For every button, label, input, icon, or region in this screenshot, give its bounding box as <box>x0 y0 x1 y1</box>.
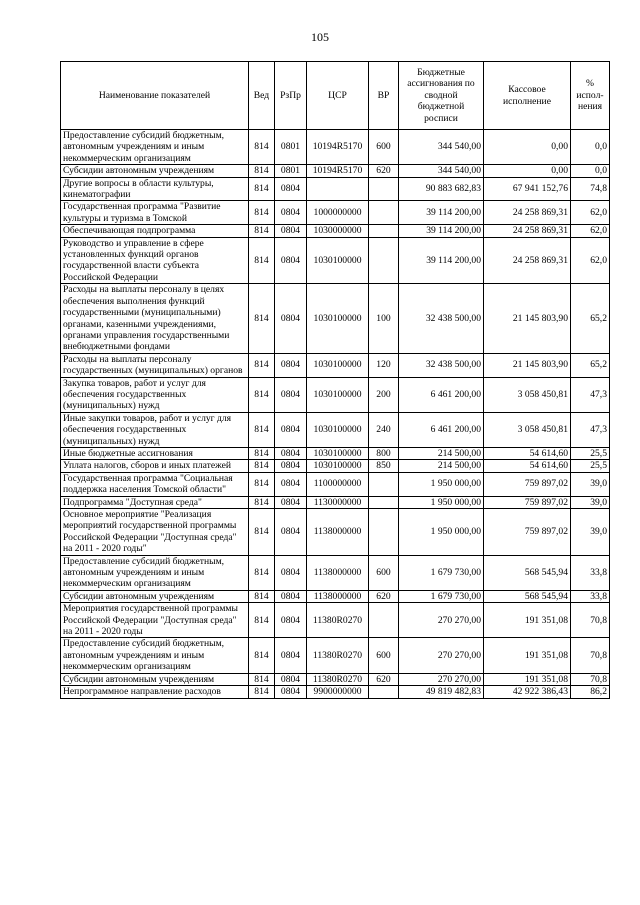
cell-csr: 1030100000 <box>307 377 369 412</box>
table-row <box>61 496 610 508</box>
cell-csr: 1100000000 <box>307 472 369 496</box>
cell-cash: 3 058 450,81 <box>484 377 571 412</box>
cell-rzpr: 0804 <box>275 496 307 508</box>
cell-pct: 70,8 <box>571 673 610 685</box>
cell-rzpr: 0804 <box>275 412 307 447</box>
cell-ved: 814 <box>249 225 275 237</box>
header-csr: ЦСР <box>307 62 369 130</box>
cell-pct: 65,2 <box>571 353 610 377</box>
cell-ved: 814 <box>249 130 275 165</box>
cell-rzpr: 0801 <box>275 130 307 165</box>
cell-rzpr: 0804 <box>275 377 307 412</box>
cell-rzpr: 0804 <box>275 237 307 284</box>
cell-name: Иные закупки товаров, работ и услуг для обеспечения государственных (муниципальных) нужд <box>61 412 249 447</box>
cell-name: Субсидии автономным учреждениям <box>61 165 249 177</box>
cell-budget: 90 883 682,83 <box>399 177 484 201</box>
cell-budget: 270 270,00 <box>399 673 484 685</box>
cell-pct: 62,0 <box>571 225 610 237</box>
cell-budget: 32 438 500,00 <box>399 353 484 377</box>
header-name: Наименование показателей <box>61 62 249 130</box>
cell-ved: 814 <box>249 412 275 447</box>
cell-name: Государственная программа "Развитие культуры и туризма в Томской <box>61 201 249 225</box>
cell-budget: 49 819 482,83 <box>399 686 484 698</box>
cell-budget: 1 950 000,00 <box>399 472 484 496</box>
cell-csr: 1030100000 <box>307 412 369 447</box>
cell-pct: 25,5 <box>571 447 610 459</box>
cell-vr: 100 <box>369 284 399 353</box>
cell-cash: 24 258 869,31 <box>484 225 571 237</box>
cell-ved: 814 <box>249 165 275 177</box>
table-row <box>61 201 610 225</box>
cell-vr: 620 <box>369 673 399 685</box>
cell-cash: 568 545,94 <box>484 555 571 590</box>
cell-name: Подпрограмма "Доступная среда" <box>61 496 249 508</box>
cell-csr: 1030100000 <box>307 353 369 377</box>
cell-rzpr: 0804 <box>275 447 307 459</box>
cell-csr: 10194R5170 <box>307 165 369 177</box>
cell-name: Иные бюджетные ассигнования <box>61 447 249 459</box>
cell-name: Субсидии автономным учреждениям <box>61 673 249 685</box>
table-row <box>61 284 610 353</box>
cell-pct: 86,2 <box>571 686 610 698</box>
cell-rzpr: 0804 <box>275 472 307 496</box>
cell-budget: 39 114 200,00 <box>399 237 484 284</box>
cell-budget: 270 270,00 <box>399 638 484 673</box>
cell-csr: 1030100000 <box>307 237 369 284</box>
header-ved: Вед <box>249 62 275 130</box>
cell-cash: 67 941 152,76 <box>484 177 571 201</box>
table-row <box>61 130 610 165</box>
cell-name: Непрограммное направление расходов <box>61 686 249 698</box>
cell-ved: 814 <box>249 555 275 590</box>
cell-pct: 33,8 <box>571 555 610 590</box>
cell-ved: 814 <box>249 284 275 353</box>
cell-name: Другие вопросы в области культуры, кинематографии <box>61 177 249 201</box>
cell-budget: 1 950 000,00 <box>399 509 484 556</box>
cell-csr: 1130000000 <box>307 496 369 508</box>
cell-vr: 200 <box>369 377 399 412</box>
cell-ved: 814 <box>249 509 275 556</box>
cell-rzpr: 0804 <box>275 555 307 590</box>
table-row <box>61 165 610 177</box>
cell-cash: 0,00 <box>484 130 571 165</box>
cell-rzpr: 0804 <box>275 673 307 685</box>
table-row <box>61 555 610 590</box>
cell-vr: 620 <box>369 590 399 602</box>
cell-cash: 54 614,60 <box>484 460 571 472</box>
cell-rzpr: 0804 <box>275 590 307 602</box>
table-body <box>61 130 610 699</box>
cell-ved: 814 <box>249 673 275 685</box>
cell-ved: 814 <box>249 496 275 508</box>
cell-vr: 240 <box>369 412 399 447</box>
cell-vr: 800 <box>369 447 399 459</box>
cell-rzpr: 0804 <box>275 509 307 556</box>
cell-name: Уплата налогов, сборов и иных платежей <box>61 460 249 472</box>
table-row <box>61 472 610 496</box>
cell-name: Мероприятия государственной программы Российской Федерации "Доступная среда" на 2011 - 2020 годы <box>61 603 249 638</box>
cell-rzpr: 0804 <box>275 460 307 472</box>
cell-vr <box>369 237 399 284</box>
cell-csr: 11380R0270 <box>307 638 369 673</box>
cell-cash: 191 351,08 <box>484 673 571 685</box>
cell-pct: 39,0 <box>571 496 610 508</box>
cell-ved: 814 <box>249 686 275 698</box>
header-pct: % испол-нения <box>571 62 610 130</box>
cell-budget: 344 540,00 <box>399 130 484 165</box>
cell-name: Закупка товаров, работ и услуг для обеспечения государственных (муниципальных) нужд <box>61 377 249 412</box>
cell-pct: 70,8 <box>571 638 610 673</box>
cell-name: Расходы на выплаты персоналу государственных (муниципальных) органов <box>61 353 249 377</box>
cell-ved: 814 <box>249 603 275 638</box>
cell-budget: 1 679 730,00 <box>399 590 484 602</box>
cell-budget: 214 500,00 <box>399 447 484 459</box>
cell-cash: 54 614,60 <box>484 447 571 459</box>
cell-csr <box>307 177 369 201</box>
cell-cash: 759 897,02 <box>484 496 571 508</box>
cell-ved: 814 <box>249 377 275 412</box>
table-row <box>61 377 610 412</box>
cell-ved: 814 <box>249 201 275 225</box>
cell-rzpr: 0801 <box>275 165 307 177</box>
cell-budget: 6 461 200,00 <box>399 412 484 447</box>
table-row <box>61 638 610 673</box>
cell-cash: 24 258 869,31 <box>484 237 571 284</box>
cell-pct: 62,0 <box>571 237 610 284</box>
cell-rzpr: 0804 <box>275 603 307 638</box>
table-header-row <box>61 62 610 130</box>
cell-pct: 65,2 <box>571 284 610 353</box>
cell-pct: 74,8 <box>571 177 610 201</box>
cell-cash: 759 897,02 <box>484 472 571 496</box>
cell-pct: 47,3 <box>571 377 610 412</box>
cell-ved: 814 <box>249 638 275 673</box>
cell-ved: 814 <box>249 353 275 377</box>
cell-rzpr: 0804 <box>275 284 307 353</box>
header-rzpr: РзПр <box>275 62 307 130</box>
cell-pct: 0,0 <box>571 130 610 165</box>
table-row <box>61 412 610 447</box>
cell-csr: 10194R5170 <box>307 130 369 165</box>
cell-ved: 814 <box>249 237 275 284</box>
cell-budget: 6 461 200,00 <box>399 377 484 412</box>
cell-vr: 120 <box>369 353 399 377</box>
cell-csr: 1138000000 <box>307 555 369 590</box>
cell-pct: 47,3 <box>571 412 610 447</box>
cell-name: Государственная программа "Социальная поддержка населения Томской области" <box>61 472 249 496</box>
cell-csr: 1030100000 <box>307 284 369 353</box>
cell-csr: 9900000000 <box>307 686 369 698</box>
cell-budget: 39 114 200,00 <box>399 201 484 225</box>
cell-rzpr: 0804 <box>275 686 307 698</box>
cell-csr: 1030000000 <box>307 225 369 237</box>
cell-budget: 39 114 200,00 <box>399 225 484 237</box>
cell-vr <box>369 177 399 201</box>
cell-name: Обеспечивающая подпрограмма <box>61 225 249 237</box>
cell-vr: 600 <box>369 555 399 590</box>
cell-rzpr: 0804 <box>275 177 307 201</box>
cell-csr: 1138000000 <box>307 590 369 602</box>
header-cash: Кассовое исполнение <box>484 62 571 130</box>
cell-pct: 62,0 <box>571 201 610 225</box>
cell-csr: 1030100000 <box>307 460 369 472</box>
cell-csr: 1030100000 <box>307 447 369 459</box>
cell-vr: 600 <box>369 130 399 165</box>
cell-vr <box>369 472 399 496</box>
cell-name: Основное мероприятие "Реализация мероприятий государственной программы Российской Федерации "Доступная среда" на 2011 - 2020 годы" <box>61 509 249 556</box>
cell-cash: 0,00 <box>484 165 571 177</box>
cell-csr: 1138000000 <box>307 509 369 556</box>
cell-name: Руководство и управление в сфере установленных функций органов государственной власти субъекта Российской Федерации <box>61 237 249 284</box>
cell-vr <box>369 225 399 237</box>
cell-name: Расходы на выплаты персоналу в целях обеспечения выполнения функций государственными (муниципальными) органами, казенными учреждениями, органами управления государственными внебюджетными фондами <box>61 284 249 353</box>
cell-cash: 568 545,94 <box>484 590 571 602</box>
page-number: 105 <box>311 30 329 44</box>
cell-vr: 850 <box>369 460 399 472</box>
cell-vr <box>369 686 399 698</box>
cell-rzpr: 0804 <box>275 225 307 237</box>
table-row <box>61 353 610 377</box>
cell-cash: 191 351,08 <box>484 638 571 673</box>
header-vr: ВР <box>369 62 399 130</box>
table-row <box>61 673 610 685</box>
cell-pct: 39,0 <box>571 509 610 556</box>
cell-name: Предоставление субсидий бюджетным, автономным учреждениям и иным некоммерческим организациям <box>61 555 249 590</box>
cell-pct: 70,8 <box>571 603 610 638</box>
cell-cash: 21 145 803,90 <box>484 353 571 377</box>
cell-budget: 32 438 500,00 <box>399 284 484 353</box>
table-row <box>61 603 610 638</box>
cell-pct: 39,0 <box>571 472 610 496</box>
table-row <box>61 237 610 284</box>
cell-rzpr: 0804 <box>275 201 307 225</box>
cell-vr <box>369 496 399 508</box>
cell-cash: 21 145 803,90 <box>484 284 571 353</box>
cell-ved: 814 <box>249 460 275 472</box>
cell-vr <box>369 201 399 225</box>
cell-csr: 1000000000 <box>307 201 369 225</box>
budget-execution-table <box>60 61 610 699</box>
cell-cash: 42 922 386,43 <box>484 686 571 698</box>
cell-csr: 11380R0270 <box>307 603 369 638</box>
cell-budget: 1 679 730,00 <box>399 555 484 590</box>
cell-vr: 620 <box>369 165 399 177</box>
table-row <box>61 686 610 698</box>
table-row <box>61 225 610 237</box>
table-row <box>61 447 610 459</box>
cell-ved: 814 <box>249 447 275 459</box>
table-row <box>61 177 610 201</box>
cell-vr <box>369 509 399 556</box>
cell-ved: 814 <box>249 177 275 201</box>
cell-pct: 0,0 <box>571 165 610 177</box>
cell-budget: 270 270,00 <box>399 603 484 638</box>
table-row <box>61 460 610 472</box>
cell-pct: 25,5 <box>571 460 610 472</box>
cell-pct: 33,8 <box>571 590 610 602</box>
cell-budget: 1 950 000,00 <box>399 496 484 508</box>
cell-rzpr: 0804 <box>275 353 307 377</box>
cell-cash: 759 897,02 <box>484 509 571 556</box>
table-row <box>61 509 610 556</box>
cell-vr: 600 <box>369 638 399 673</box>
cell-name: Предоставление субсидий бюджетным, автономным учреждениям и иным некоммерческим организациям <box>61 638 249 673</box>
cell-vr <box>369 603 399 638</box>
cell-csr: 11380R0270 <box>307 673 369 685</box>
cell-cash: 24 258 869,31 <box>484 201 571 225</box>
cell-budget: 344 540,00 <box>399 165 484 177</box>
cell-rzpr: 0804 <box>275 638 307 673</box>
table-row <box>61 590 610 602</box>
cell-ved: 814 <box>249 472 275 496</box>
cell-budget: 214 500,00 <box>399 460 484 472</box>
cell-cash: 3 058 450,81 <box>484 412 571 447</box>
cell-name: Субсидии автономным учреждениям <box>61 590 249 602</box>
header-budget: Бюджетные ассигнования по сводной бюджетной росписи <box>399 62 484 130</box>
cell-ved: 814 <box>249 590 275 602</box>
cell-cash: 191 351,08 <box>484 603 571 638</box>
cell-name: Предоставление субсидий бюджетным, автономным учреждениям и иным некоммерческим организациям <box>61 130 249 165</box>
